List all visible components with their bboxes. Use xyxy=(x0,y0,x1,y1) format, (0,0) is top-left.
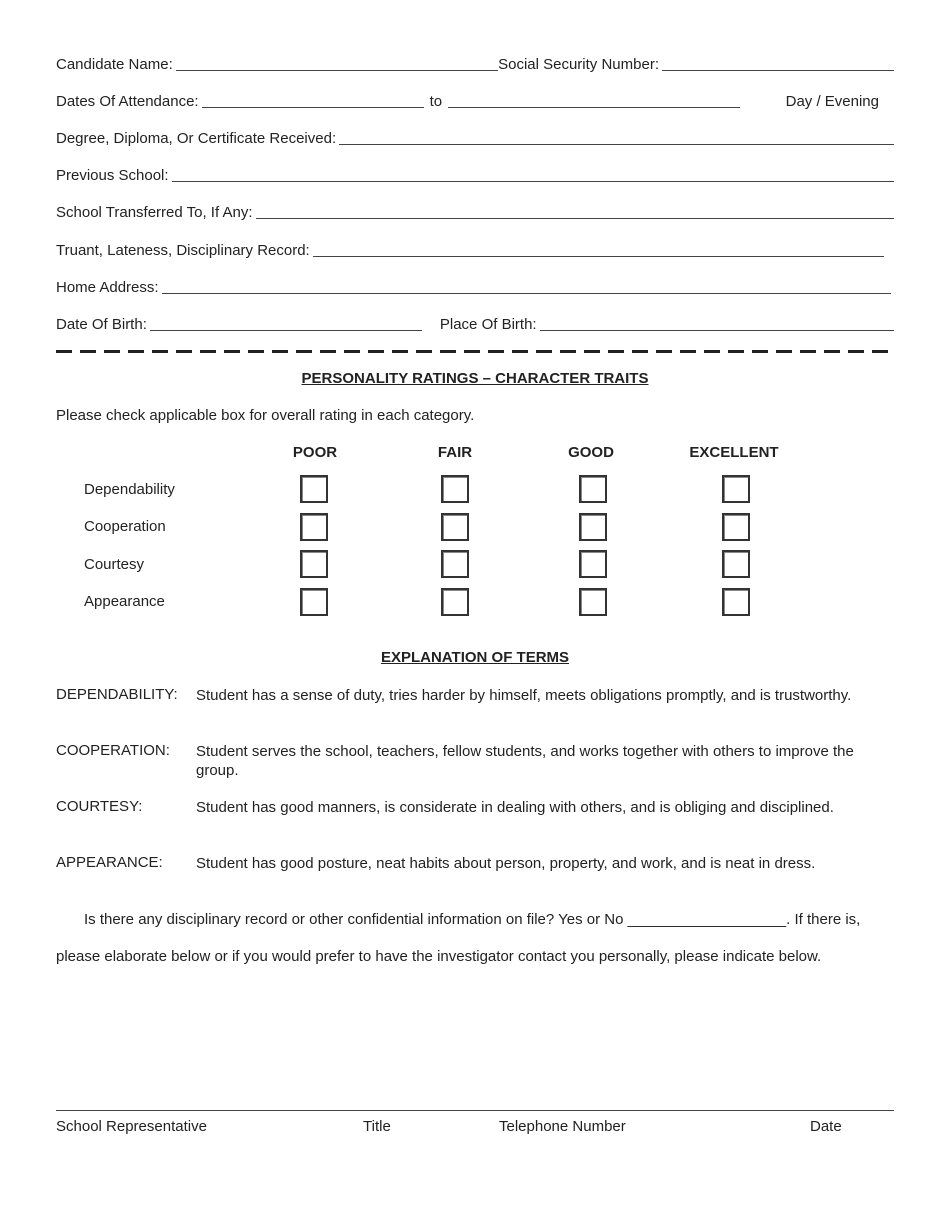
school-transferred-label: School Transferred To, If Any: xyxy=(56,204,253,221)
definition-courtesy: Student has good manners, is considerate in dealing with others, and is obliging and disciplined. xyxy=(196,799,834,816)
candidate-name-label: Candidate Name: xyxy=(56,56,173,73)
school-transferred-field[interactable] xyxy=(256,202,895,219)
checkbox-cooperation-excellent[interactable] xyxy=(722,513,750,541)
category-courtesy: Courtesy xyxy=(84,556,145,573)
dates-to-field[interactable] xyxy=(448,91,740,108)
day-evening-option[interactable]: Day / Evening xyxy=(785,93,879,110)
checkbox-courtesy-good[interactable] xyxy=(579,550,607,578)
degree-row xyxy=(56,126,894,148)
ssn-label: Social Security Number: xyxy=(498,56,659,73)
column-excellent: EXCELLENT xyxy=(689,444,779,461)
previous-school-row xyxy=(56,163,894,185)
term-dependability: DEPENDABILITY: xyxy=(56,686,178,703)
term-cooperation: COOPERATION: xyxy=(56,742,170,759)
degree-field[interactable] xyxy=(339,128,894,145)
checkbox-cooperation-poor[interactable] xyxy=(300,513,328,541)
dashed-divider xyxy=(56,350,894,353)
column-poor: POOR xyxy=(292,444,338,461)
checkbox-cooperation-good[interactable] xyxy=(579,513,607,541)
dates-from-field[interactable] xyxy=(202,91,424,108)
checkbox-appearance-excellent[interactable] xyxy=(722,588,750,616)
signature-title-label: Title xyxy=(363,1118,391,1135)
signature-representative-label: School Representative xyxy=(56,1118,207,1135)
school-transferred-row xyxy=(56,200,894,222)
ssn-field[interactable] xyxy=(662,54,894,71)
to-label: to xyxy=(429,93,443,110)
checkbox-courtesy-excellent[interactable] xyxy=(722,550,750,578)
dates-attendance-label: Dates Of Attendance: xyxy=(56,93,199,110)
truant-field[interactable] xyxy=(313,240,884,257)
candidate-name-row xyxy=(56,52,894,74)
truant-row xyxy=(56,238,884,260)
home-address-field[interactable] xyxy=(162,277,891,294)
signature-telephone-label: Telephone Number xyxy=(499,1118,626,1135)
dates-attendance-row xyxy=(56,89,894,111)
column-fair: FAIR xyxy=(437,444,473,461)
ratings-title: PERSONALITY RATINGS – CHARACTER TRAITS xyxy=(301,370,649,387)
column-good: GOOD xyxy=(568,444,614,461)
date-of-birth-field[interactable] xyxy=(150,314,422,331)
definition-dependability: Student has a sense of duty, tries harder by himself, meets obligations promptly, and is trustworthy. xyxy=(196,687,852,704)
checkbox-dependability-good[interactable] xyxy=(579,475,607,503)
definition-appearance: Student has good posture, neat habits about person, property, and work, and is neat in dress. xyxy=(196,855,816,872)
checkbox-courtesy-fair[interactable] xyxy=(441,550,469,578)
place-of-birth-label: Place Of Birth: xyxy=(439,316,537,333)
definition-cooperation: Student serves the school, teachers, fellow students, and works together with others to improve the group. xyxy=(196,743,854,779)
disciplinary-question: Is there any disciplinary record or other confidential information on file? Yes or No ___________________. If there is, xyxy=(84,911,861,928)
candidate-name-field[interactable] xyxy=(176,54,498,71)
checkbox-dependability-poor[interactable] xyxy=(300,475,328,503)
checkbox-courtesy-poor[interactable] xyxy=(300,550,328,578)
checkbox-dependability-excellent[interactable] xyxy=(722,475,750,503)
disciplinary-continuation: please elaborate below or if you would prefer to have the investigator contact you personally, please indicate below. xyxy=(56,948,822,965)
signature-date-label: Date xyxy=(810,1118,842,1135)
home-address-row xyxy=(56,275,891,297)
checkbox-appearance-good[interactable] xyxy=(579,588,607,616)
previous-school-label: Previous School: xyxy=(56,167,169,184)
category-cooperation: Cooperation xyxy=(84,518,166,535)
degree-label: Degree, Diploma, Or Certificate Received: xyxy=(56,130,337,147)
home-address-label: Home Address: xyxy=(56,279,159,296)
checkbox-appearance-fair[interactable] xyxy=(441,588,469,616)
signature-line[interactable] xyxy=(56,1110,894,1111)
term-appearance: APPEARANCE: xyxy=(56,854,163,871)
term-courtesy: COURTESY: xyxy=(56,798,143,815)
birth-row xyxy=(56,312,894,334)
checkbox-cooperation-fair[interactable] xyxy=(441,513,469,541)
explanation-title: EXPLANATION OF TERMS xyxy=(380,649,570,666)
category-dependability: Dependability xyxy=(84,481,175,498)
previous-school-field[interactable] xyxy=(172,165,894,182)
date-of-birth-label: Date Of Birth: xyxy=(56,316,147,333)
truant-label: Truant, Lateness, Disciplinary Record: xyxy=(56,242,310,259)
ratings-instruction: Please check applicable box for overall rating in each category. xyxy=(56,407,475,424)
category-appearance: Appearance xyxy=(84,593,165,610)
checkbox-dependability-fair[interactable] xyxy=(441,475,469,503)
place-of-birth-field[interactable] xyxy=(540,314,894,331)
checkbox-appearance-poor[interactable] xyxy=(300,588,328,616)
